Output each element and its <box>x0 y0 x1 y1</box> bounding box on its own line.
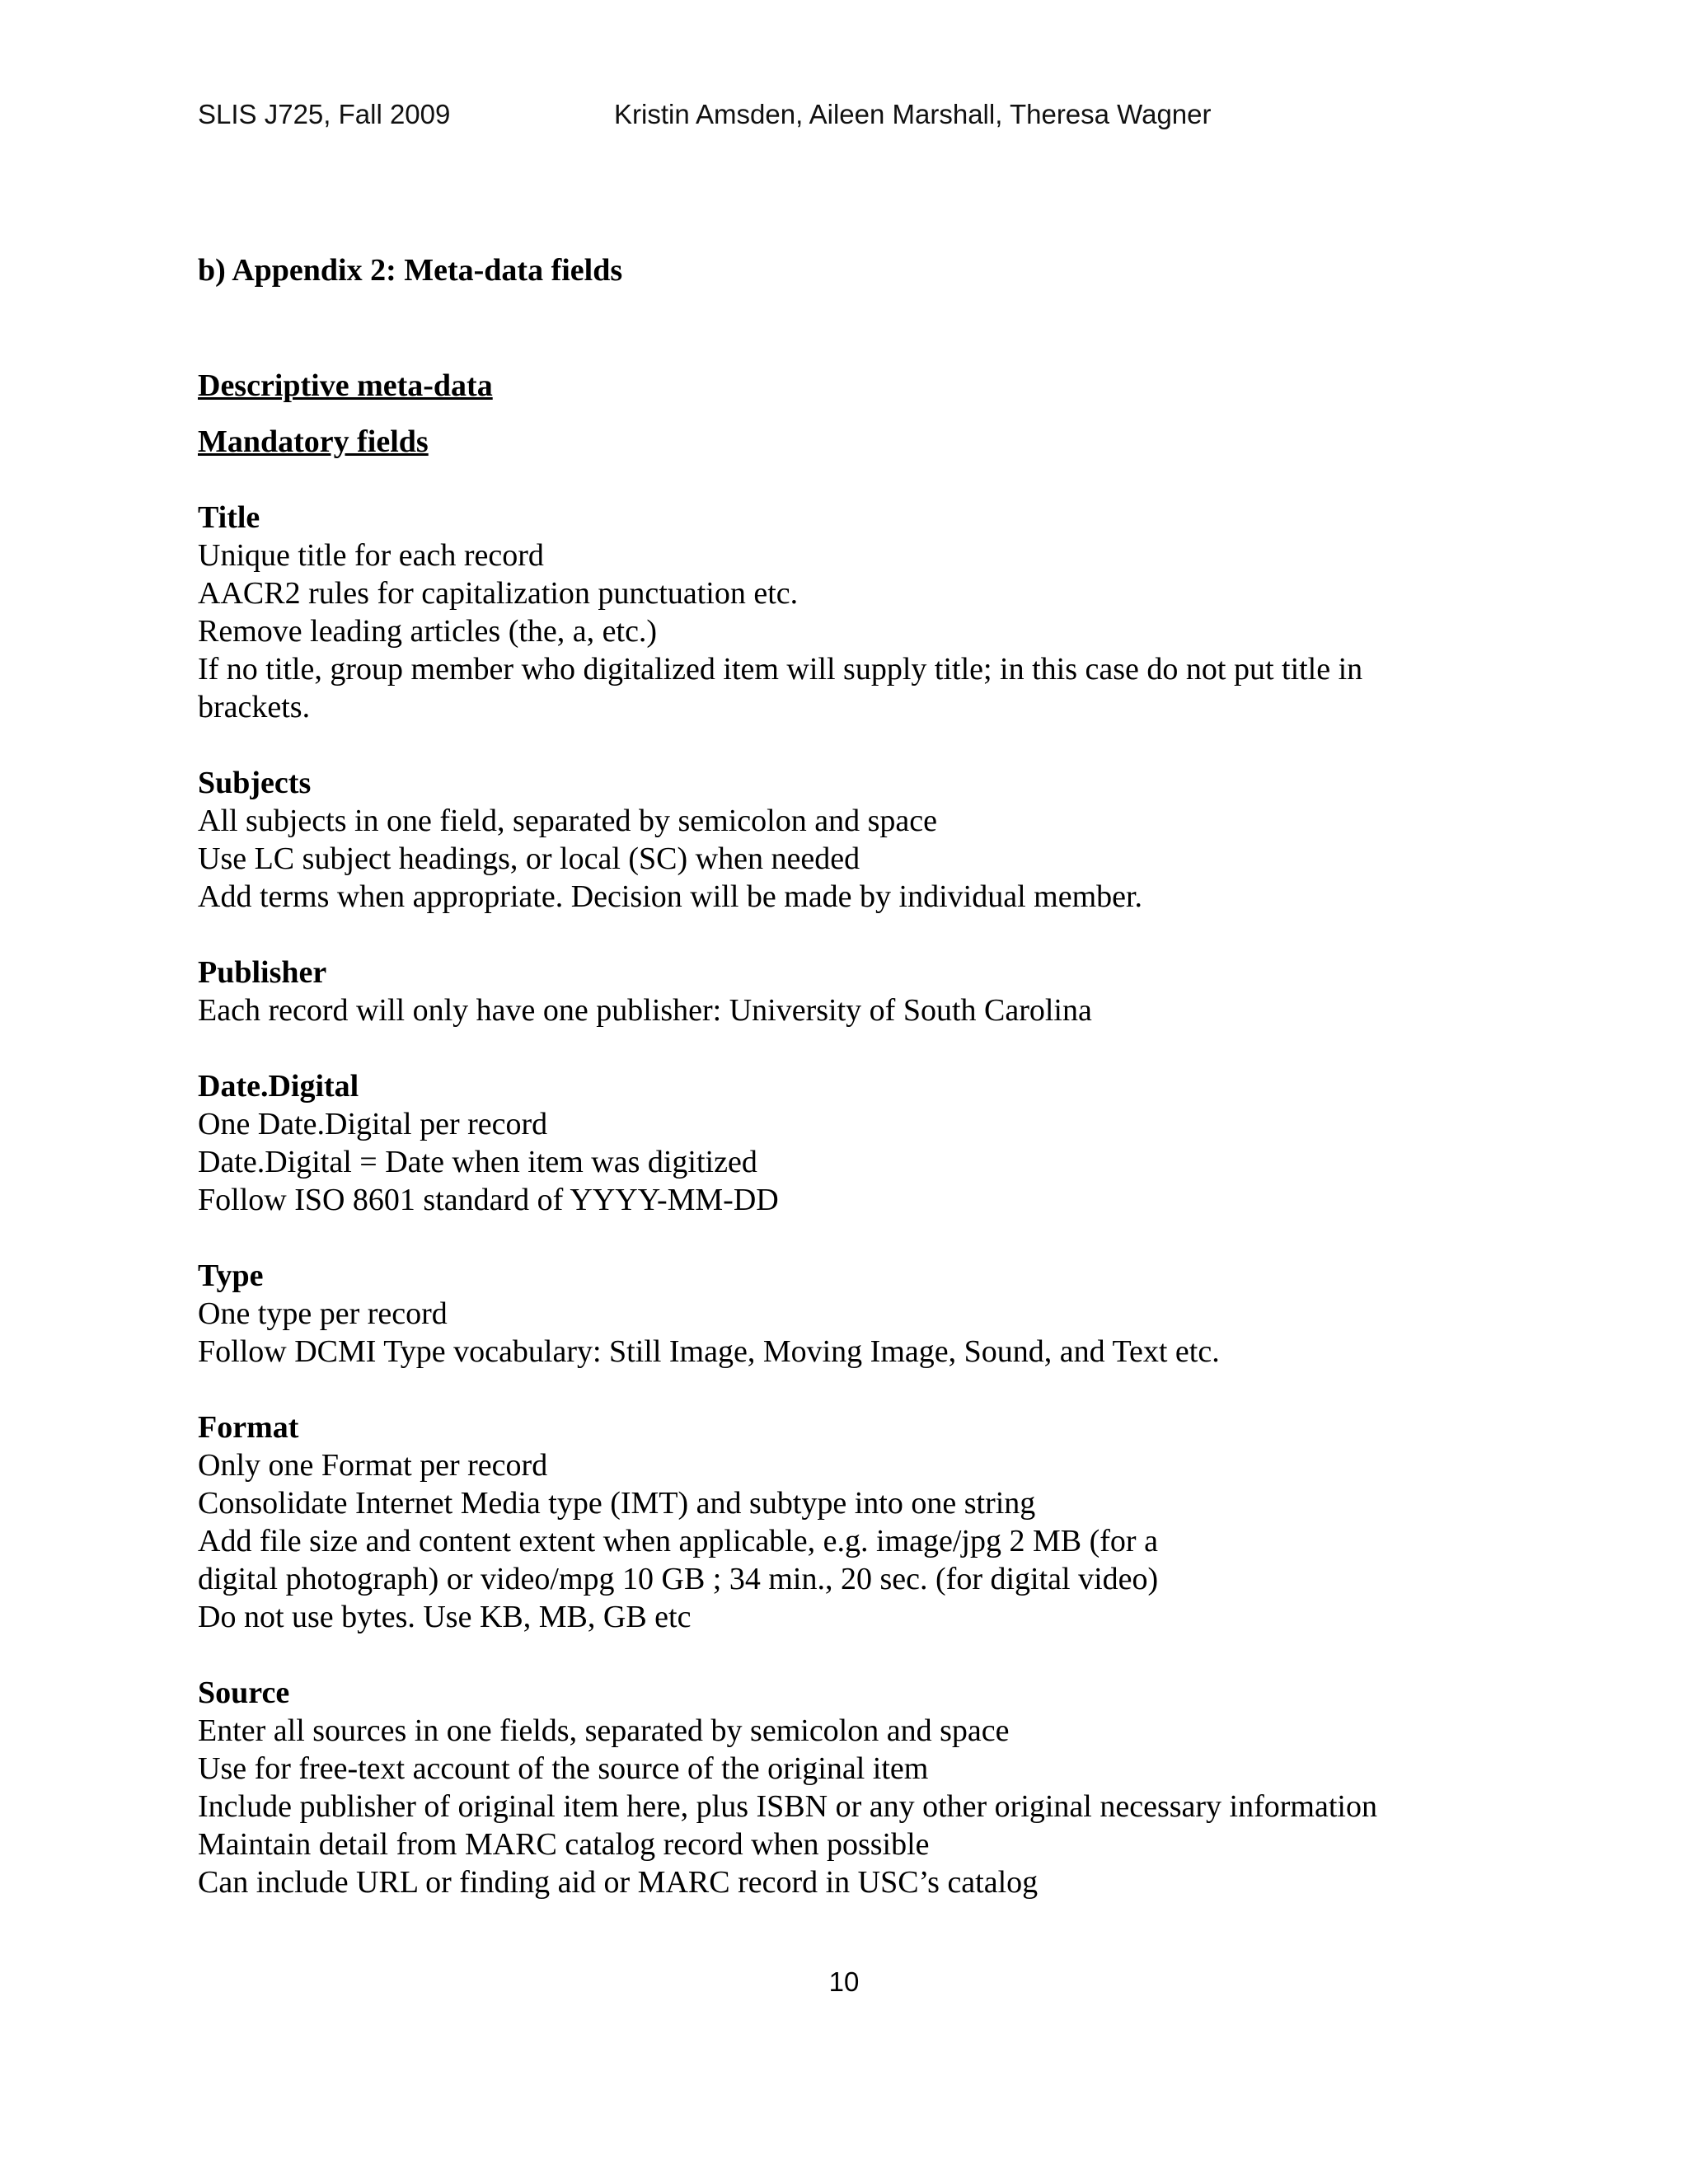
section-type <box>198 1257 1533 1371</box>
section-heading: Format <box>198 1410 299 1445</box>
section-line: Include publisher of original item here, plus ISBN or any other original necessary information <box>198 1789 1377 1824</box>
section-line: Consolidate Internet Media type (IMT) and subtype into one string <box>198 1486 1036 1521</box>
section-line: brackets. <box>198 690 311 724</box>
section-line: Date.Digital = Date when item was digitized <box>198 1145 757 1179</box>
header-authors: Kristin Amsden, Aileen Marshall, Theresa Wagner <box>614 99 1212 129</box>
section-line: Each record will only have one publisher: University of South Carolina <box>198 993 1092 1028</box>
section-date-digital <box>198 1067 1533 1219</box>
page-number: 10 <box>828 1966 860 1997</box>
section-line: Remove leading articles (the, a, etc.) <box>198 614 658 649</box>
header-course: SLIS J725, Fall 2009 <box>198 99 451 129</box>
section-line: Enter all sources in one fields, separated by semicolon and space <box>198 1713 1010 1748</box>
section-line: digital photograph) or video/mpg 10 GB ; 34 min., 20 sec. (for digital video) <box>198 1562 1159 1596</box>
mandatory-fields-heading: Mandatory fields <box>198 424 429 459</box>
section-line: Follow ISO 8601 standard of YYYY-MM-DD <box>198 1183 779 1217</box>
section-heading: Type <box>198 1258 264 1293</box>
section-line: Add terms when appropriate. Decision will be made by individual member. <box>198 879 1143 914</box>
field-sections <box>198 499 1533 1939</box>
descriptive-metadata-heading: Descriptive meta-data <box>198 368 493 403</box>
section-line: Use for free-text account of the source of the original item <box>198 1751 929 1786</box>
section-line: One type per record <box>198 1296 448 1331</box>
section-line: All subjects in one field, separated by semicolon and space <box>198 804 937 838</box>
section-line: Maintain detail from MARC catalog record when possible <box>198 1827 930 1862</box>
section-line: Unique title for each record <box>198 538 544 573</box>
page-content <box>198 251 1533 1900</box>
section-heading: Title <box>198 500 260 535</box>
section-line: Add file size and content extent when applicable, e.g. image/jpg 2 MB (for a <box>198 1524 1158 1558</box>
section-line: Follow DCMI Type vocabulary: Still Image, Moving Image, Sound, and Text etc. <box>198 1334 1220 1369</box>
section-heading: Subjects <box>198 766 312 800</box>
section-heading: Publisher <box>198 955 327 990</box>
section-line: Do not use bytes. Use KB, MB, GB etc <box>198 1600 692 1634</box>
section-publisher <box>198 954 1533 1029</box>
section-source <box>198 1674 1533 1901</box>
section-line: Use LC subject headings, or local (SC) when needed <box>198 841 860 876</box>
appendix-title: b) Appendix 2: Meta-data fields <box>198 253 623 288</box>
section-line: AACR2 rules for capitalization punctuation etc. <box>198 576 799 611</box>
section-line: If no title, group member who digitalized item will supply title; in this case do not put title in <box>198 652 1363 687</box>
section-subjects <box>198 764 1533 916</box>
section-line: Can include URL or finding aid or MARC record in USC’s catalog <box>198 1865 1039 1900</box>
section-heading: Source <box>198 1675 290 1710</box>
section-format <box>198 1408 1533 1636</box>
section-heading: Date.Digital <box>198 1069 359 1104</box>
section-line: One Date.Digital per record <box>198 1107 548 1141</box>
section-title-field <box>198 499 1533 726</box>
section-line: Only one Format per record <box>198 1448 548 1483</box>
